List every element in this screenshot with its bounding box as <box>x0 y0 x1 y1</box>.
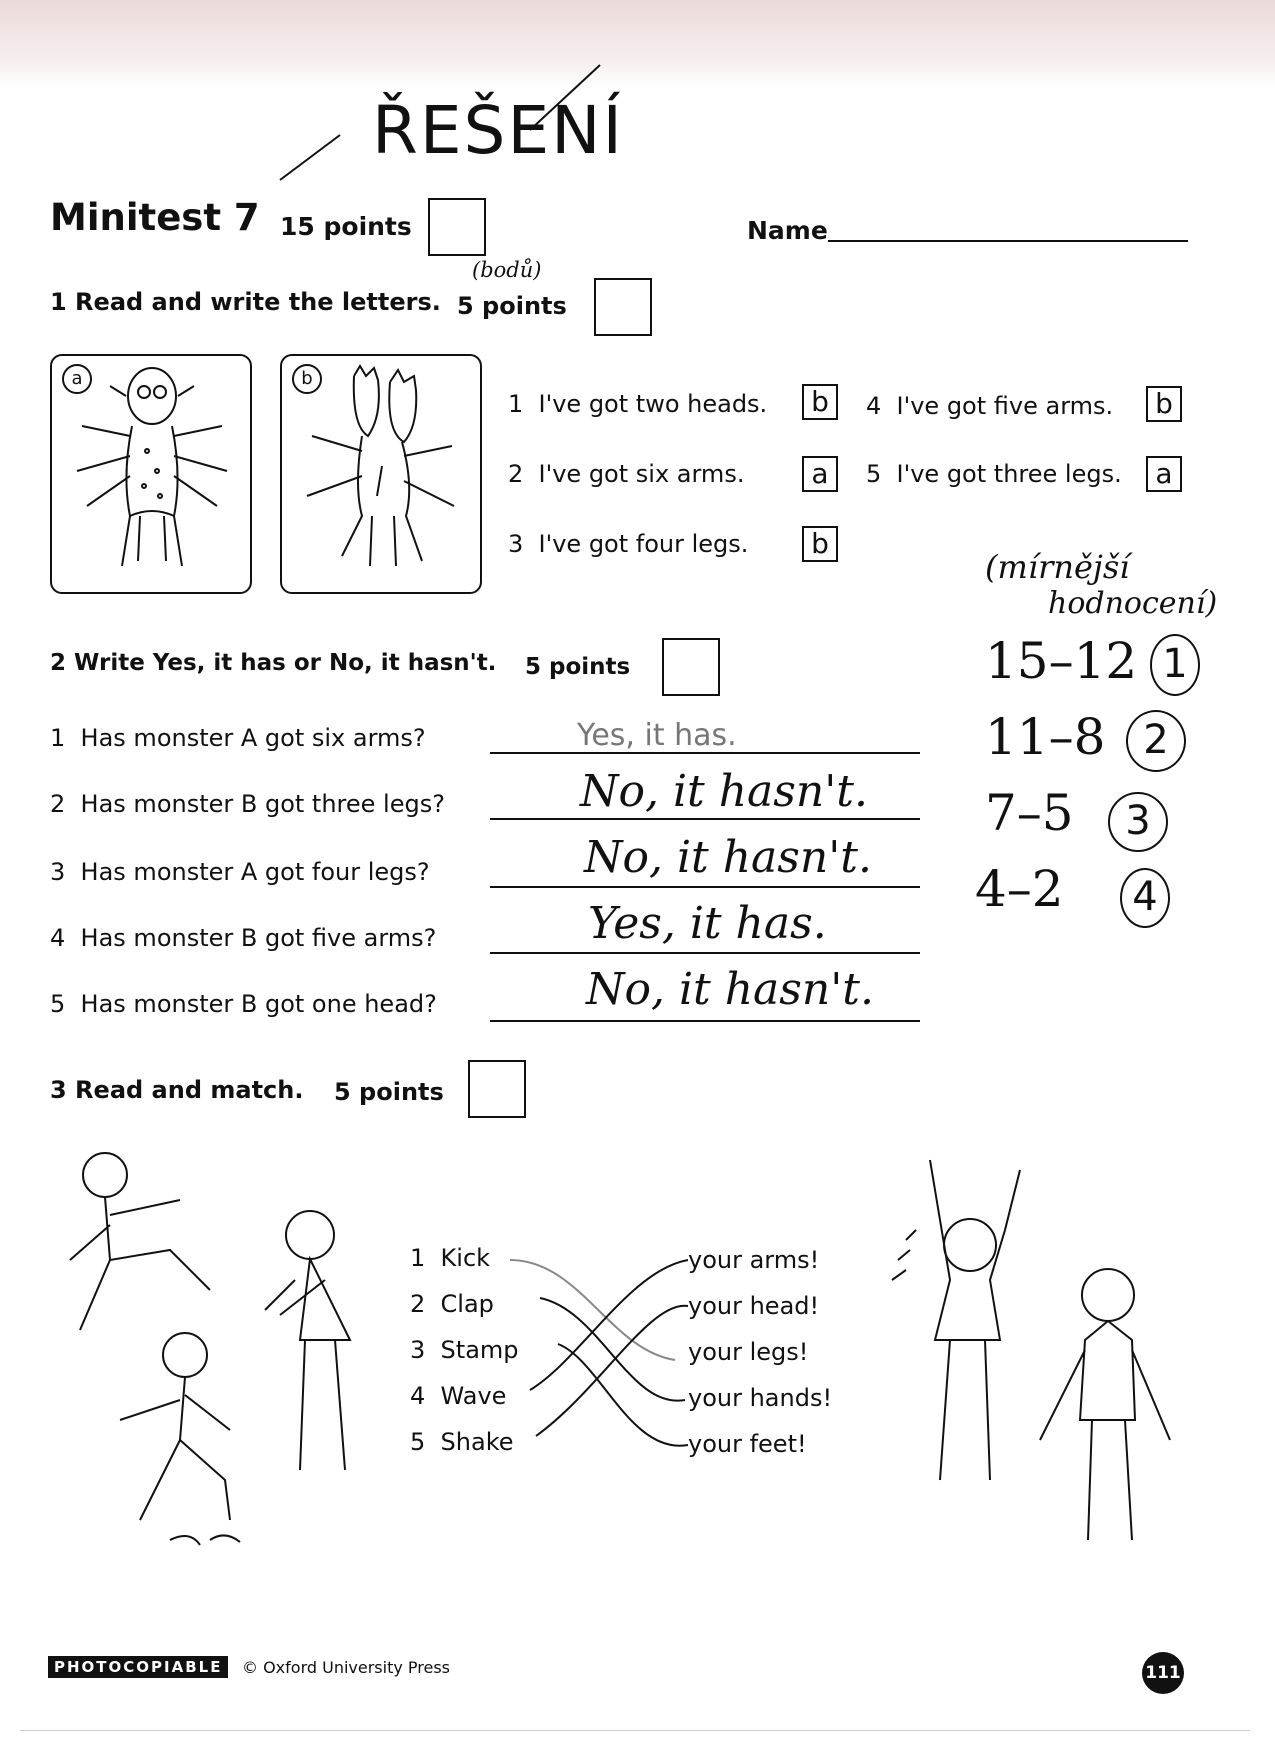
grade-1 <box>1150 634 1200 696</box>
name-field[interactable] <box>828 240 1188 242</box>
s1-item-5 <box>866 460 1122 488</box>
s2-item-4-answer[interactable]: Yes, it has. <box>588 898 827 949</box>
matching-lines[interactable] <box>500 1240 700 1460</box>
grading-note-line2: hodnocení) <box>1048 586 1218 621</box>
s3-right-4: your hands! <box>688 1384 833 1412</box>
s2-item-1-answer[interactable]: Yes, it has. <box>577 718 737 753</box>
monster-a-picture <box>50 354 252 594</box>
grade-range-2: 11–8 <box>985 708 1106 766</box>
s2-item-1-num: 1 <box>50 724 66 752</box>
handwritten-title: ŘEŠENÍ <box>372 92 624 169</box>
s2-item-5 <box>50 990 437 1018</box>
grade-range-4: 4–2 <box>975 860 1064 918</box>
section1-points-note: (bodů) <box>472 258 542 282</box>
s1-item-1-answer[interactable]: b <box>802 384 838 420</box>
s2-item-4 <box>50 924 436 952</box>
s2-item-5-num: 5 <box>50 990 66 1018</box>
section1-score-box[interactable] <box>594 278 652 336</box>
s3-left-2 <box>410 1290 494 1318</box>
s1-item-2-answer[interactable]: a <box>802 456 838 492</box>
s2-item-4-line <box>490 952 920 954</box>
grade-1-value: 1 <box>1162 641 1188 687</box>
s3-right-1: your arms! <box>688 1246 820 1274</box>
s1-item-4 <box>866 392 1113 420</box>
s1-item-3-num: 3 <box>508 530 524 558</box>
section2-points: 5 points <box>525 654 631 680</box>
page-title: Minitest 7 <box>50 196 260 239</box>
grade-3-value: 3 <box>1125 798 1151 844</box>
s2-item-4-text: Has monster B got five arms? <box>80 924 437 952</box>
s3-left-1-text: Kick <box>440 1244 491 1272</box>
name-label: Name <box>747 216 828 245</box>
s3-left-3-num: 3 <box>410 1336 426 1364</box>
s2-item-4-num: 4 <box>50 924 66 952</box>
s1-item-2-text: I've got six arms. <box>538 460 745 488</box>
s2-item-5-text: Has monster B got one head? <box>80 990 437 1018</box>
s3-left-4 <box>410 1382 506 1410</box>
children-illustration-right <box>870 1140 1200 1570</box>
s2-item-1-line <box>490 752 920 754</box>
s3-left-1 <box>410 1244 490 1272</box>
s1-item-3 <box>508 530 748 558</box>
s1-item-4-num: 4 <box>866 392 882 420</box>
s3-left-3-text: Stamp <box>440 1336 519 1364</box>
s2-item-3 <box>50 858 430 886</box>
monster-a-label: a <box>62 364 92 394</box>
monster-b-label: b <box>292 364 322 394</box>
page-number <box>1142 1652 1184 1694</box>
photocopiable-badge <box>48 1656 228 1678</box>
s2-item-1-text: Has monster A got six arms? <box>80 724 426 752</box>
s2-item-3-answer[interactable]: No, it hasn't. <box>584 832 872 883</box>
s3-left-5 <box>410 1428 514 1456</box>
section3-score-box[interactable] <box>468 1060 526 1118</box>
photocopiable-badge-text: PHOTOCOPIABLE <box>54 1658 223 1676</box>
s1-item-1-num: 1 <box>508 390 524 418</box>
s3-left-4-num: 4 <box>410 1382 426 1410</box>
s2-item-2-num: 2 <box>50 790 66 818</box>
s3-right-5: your feet! <box>688 1430 807 1458</box>
section3-heading: 3 Read and match. <box>50 1076 304 1104</box>
s1-item-2-num: 2 <box>508 460 524 488</box>
page-number-value: 111 <box>1145 1663 1181 1683</box>
section1-heading: 1 Read and write the letters. <box>50 288 441 316</box>
s3-right-3: your legs! <box>688 1338 809 1366</box>
bottom-edge-line <box>20 1730 1250 1731</box>
grade-3 <box>1108 792 1168 852</box>
s1-item-3-answer[interactable]: b <box>802 526 838 562</box>
s2-item-2 <box>50 790 445 818</box>
s2-item-3-num: 3 <box>50 858 66 886</box>
grade-4 <box>1120 868 1170 928</box>
s2-item-5-answer[interactable]: No, it hasn't. <box>586 964 874 1015</box>
s1-item-1 <box>508 390 767 418</box>
s2-item-2-text: Has monster B got three legs? <box>80 790 445 818</box>
grade-4-value: 4 <box>1132 874 1158 920</box>
s2-item-3-text: Has monster A got four legs? <box>80 858 430 886</box>
s3-left-5-num: 5 <box>410 1428 426 1456</box>
s1-item-1-text: I've got two heads. <box>538 390 768 418</box>
s3-right-2: your head! <box>688 1292 820 1320</box>
monster-b-picture <box>280 354 482 594</box>
s3-left-4-text: Wave <box>440 1382 507 1410</box>
s1-item-5-num: 5 <box>866 460 882 488</box>
grade-range-1: 15–12 <box>985 632 1138 690</box>
handwritten-strokes <box>270 50 690 190</box>
grade-range-3: 7–5 <box>985 784 1074 842</box>
s1-item-5-text: I've got three legs. <box>896 460 1122 488</box>
grade-2-value: 2 <box>1143 717 1169 763</box>
copyright: © Oxford University Press <box>242 1658 451 1677</box>
s1-item-5-answer[interactable]: a <box>1146 456 1182 492</box>
section2-score-box[interactable] <box>662 638 720 696</box>
s1-item-4-text: I've got five arms. <box>896 392 1114 420</box>
s1-item-3-text: I've got four legs. <box>538 530 749 558</box>
s3-left-2-text: Clap <box>440 1290 494 1318</box>
s2-item-2-line <box>490 818 920 820</box>
s3-left-1-num: 1 <box>410 1244 426 1272</box>
monster-b-drawing <box>282 356 480 592</box>
section1-points: 5 points <box>457 292 567 320</box>
grading-note-line1: (mírnější <box>985 548 1130 586</box>
section2-heading: 2 Write Yes, it has or No, it hasn't. <box>50 650 497 676</box>
s2-item-2-answer[interactable]: No, it hasn't. <box>580 766 868 817</box>
total-points: 15 points <box>280 212 412 241</box>
s1-item-4-answer[interactable]: b <box>1146 386 1182 422</box>
s1-item-2 <box>508 460 744 488</box>
s2-item-5-line <box>490 1020 920 1022</box>
section3-points: 5 points <box>334 1078 444 1106</box>
s3-left-5-text: Shake <box>440 1428 514 1456</box>
monster-a-drawing <box>52 356 250 592</box>
grade-2 <box>1126 710 1186 772</box>
s2-item-1 <box>50 724 426 752</box>
s2-item-3-line <box>490 886 920 888</box>
children-illustration-left <box>50 1140 380 1570</box>
s3-left-2-num: 2 <box>410 1290 426 1318</box>
total-score-box[interactable] <box>428 198 486 256</box>
